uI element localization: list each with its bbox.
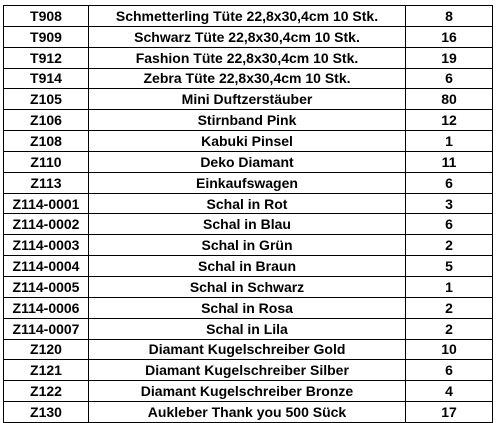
quantity-cell: 10 xyxy=(406,339,493,360)
article-code-cell: T912 xyxy=(4,47,89,68)
product-name-cell: Kabuki Pinsel xyxy=(89,131,406,152)
table-row xyxy=(4,6,493,27)
article-code-cell: T914 xyxy=(4,68,89,89)
product-name-cell: Schal in Blau xyxy=(89,214,406,235)
table-row xyxy=(4,131,493,152)
product-name-cell: Schal in Braun xyxy=(89,256,406,277)
table-row xyxy=(4,110,493,131)
table-row xyxy=(4,360,493,381)
product-name-cell: Aukleber Thank you 500 Sück xyxy=(89,402,406,423)
product-name-cell: Mini Duftzerstäuber xyxy=(89,89,406,110)
product-name-cell: Zebra Tüte 22,8x30,4cm 10 Stk. xyxy=(89,68,406,89)
table-row xyxy=(4,26,493,47)
article-code-cell: Z121 xyxy=(4,360,89,381)
inventory-table xyxy=(3,5,493,423)
product-name-cell: Diamant Kugelschreiber Gold xyxy=(89,339,406,360)
article-code-cell: Z110 xyxy=(4,151,89,172)
table-row xyxy=(4,193,493,214)
table-row xyxy=(4,256,493,277)
quantity-cell: 3 xyxy=(406,193,493,214)
article-code-cell: Z114-0004 xyxy=(4,256,89,277)
quantity-cell: 4 xyxy=(406,381,493,402)
product-name-cell: Schal in Schwarz xyxy=(89,276,406,297)
product-name-cell: Schal in Rosa xyxy=(89,297,406,318)
table-row xyxy=(4,172,493,193)
quantity-cell: 1 xyxy=(406,276,493,297)
table-row xyxy=(4,402,493,423)
article-code-cell: Z114-0003 xyxy=(4,235,89,256)
quantity-cell: 2 xyxy=(406,318,493,339)
article-code-cell: Z120 xyxy=(4,339,89,360)
article-code-cell: Z114-0002 xyxy=(4,214,89,235)
article-code-cell: Z105 xyxy=(4,89,89,110)
article-code-cell: Z114-0006 xyxy=(4,297,89,318)
quantity-cell: 2 xyxy=(406,297,493,318)
product-name-cell: Fashion Tüte 22,8x30,4cm 10 Stk. xyxy=(89,47,406,68)
article-code-cell: Z108 xyxy=(4,131,89,152)
quantity-cell: 12 xyxy=(406,110,493,131)
table-row xyxy=(4,89,493,110)
article-code-cell: Z130 xyxy=(4,402,89,423)
inventory-table-body xyxy=(4,6,493,423)
table-row xyxy=(4,151,493,172)
quantity-cell: 16 xyxy=(406,26,493,47)
quantity-cell: 19 xyxy=(406,47,493,68)
product-name-cell: Schal in Rot xyxy=(89,193,406,214)
product-name-cell: Diamant Kugelschreiber Silber xyxy=(89,360,406,381)
table-row xyxy=(4,68,493,89)
quantity-cell: 11 xyxy=(406,151,493,172)
quantity-cell: 5 xyxy=(406,256,493,277)
table-row xyxy=(4,47,493,68)
quantity-cell: 6 xyxy=(406,172,493,193)
product-name-cell: Schal in Lila xyxy=(89,318,406,339)
quantity-cell: 1 xyxy=(406,131,493,152)
table-row xyxy=(4,235,493,256)
article-code-cell: Z106 xyxy=(4,110,89,131)
table-row xyxy=(4,381,493,402)
product-name-cell: Stirnband Pink xyxy=(89,110,406,131)
product-name-cell: Deko Diamant xyxy=(89,151,406,172)
article-code-cell: Z122 xyxy=(4,381,89,402)
product-name-cell: Schmetterling Tüte 22,8x30,4cm 10 Stk. xyxy=(89,6,406,27)
article-code-cell: Z114-0007 xyxy=(4,318,89,339)
quantity-cell: 6 xyxy=(406,360,493,381)
table-row xyxy=(4,214,493,235)
quantity-cell: 8 xyxy=(406,6,493,27)
table-row xyxy=(4,297,493,318)
quantity-cell: 6 xyxy=(406,68,493,89)
quantity-cell: 6 xyxy=(406,214,493,235)
product-name-cell: Schal in Grün xyxy=(89,235,406,256)
product-name-cell: Diamant Kugelschreiber Bronze xyxy=(89,381,406,402)
product-name-cell: Einkaufswagen xyxy=(89,172,406,193)
article-code-cell: Z114-0001 xyxy=(4,193,89,214)
table-row xyxy=(4,339,493,360)
quantity-cell: 17 xyxy=(406,402,493,423)
quantity-cell: 2 xyxy=(406,235,493,256)
article-code-cell: Z113 xyxy=(4,172,89,193)
article-code-cell: T909 xyxy=(4,26,89,47)
product-name-cell: Schwarz Tüte 22,8x30,4cm 10 Stk. xyxy=(89,26,406,47)
article-code-cell: T908 xyxy=(4,6,89,27)
article-code-cell: Z114-0005 xyxy=(4,276,89,297)
table-row xyxy=(4,276,493,297)
quantity-cell: 80 xyxy=(406,89,493,110)
table-row xyxy=(4,318,493,339)
